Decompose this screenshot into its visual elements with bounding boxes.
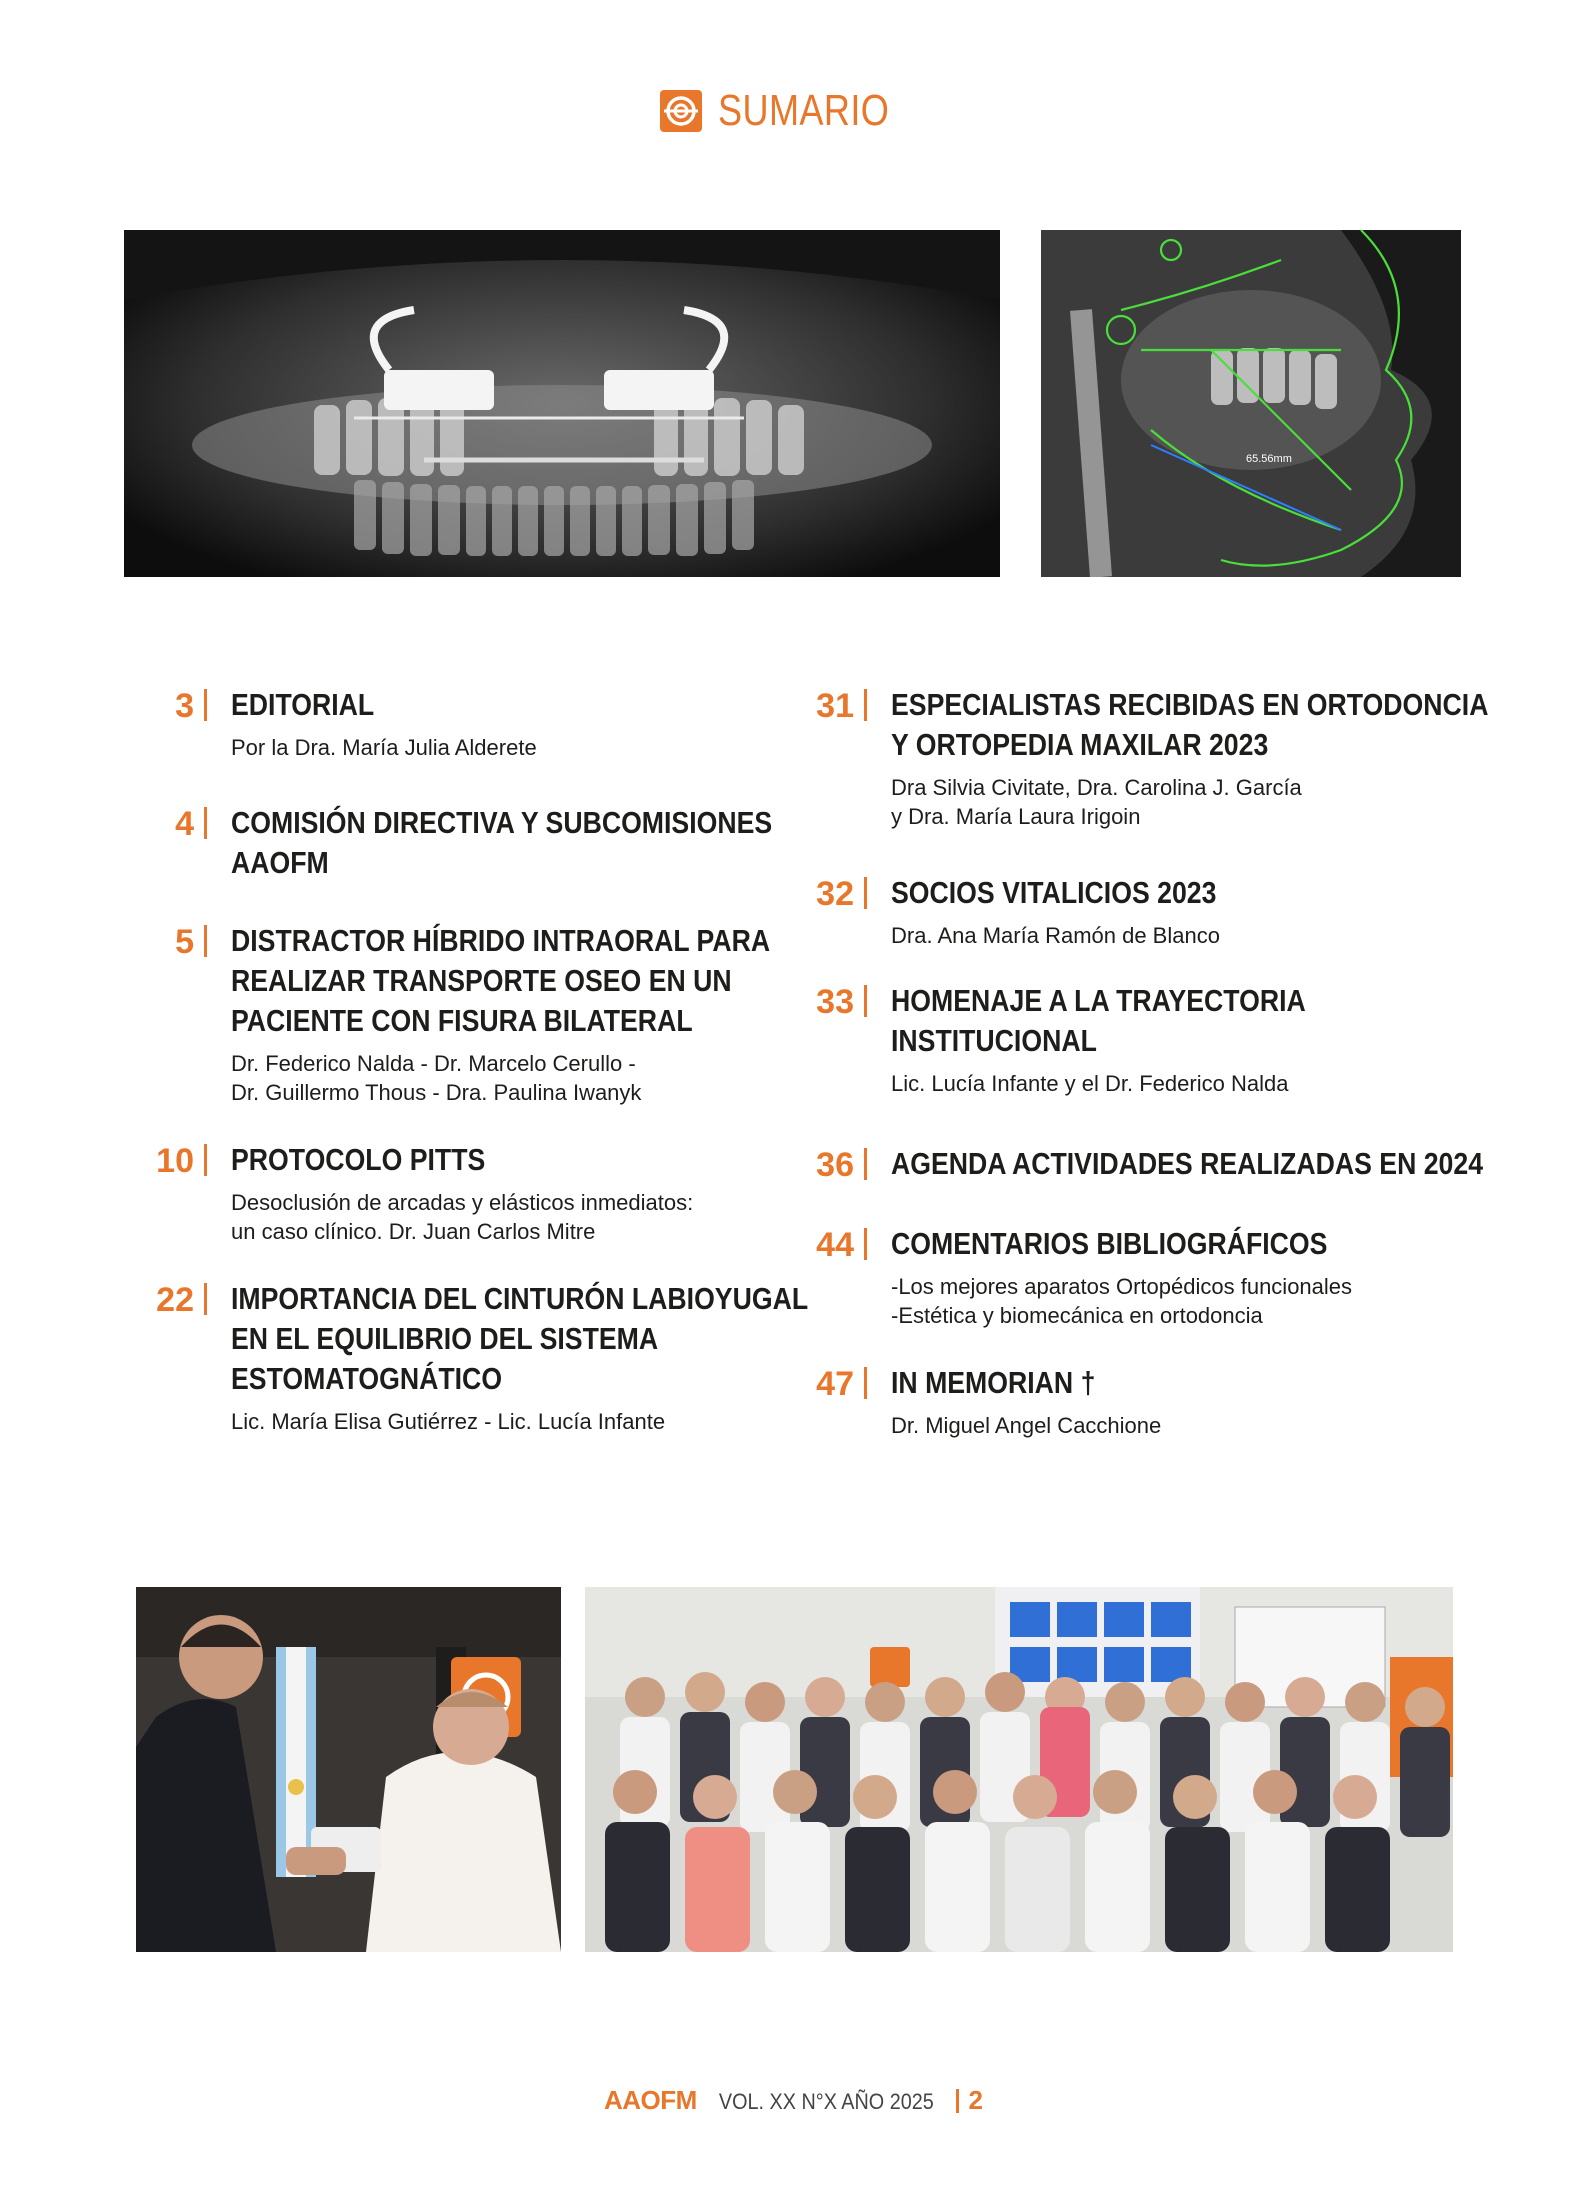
entry-author: Lic. Lucía Infante y el Dr. Federico Nalda	[891, 1071, 1289, 1096]
divider	[204, 807, 207, 839]
entry-title: COMENTARIOS BIBLIOGRÁFICOS	[891, 1226, 1328, 1261]
page-number: 31	[816, 687, 854, 725]
entry-title: DISTRACTOR HÍBRIDO INTRAORAL PARA	[231, 923, 771, 958]
entry-title: Y ORTOPEDIA MAXILAR 2023	[891, 727, 1269, 762]
toc-entry[interactable]	[790, 1363, 1161, 1440]
entry-title: REALIZAR TRANSPORTE OSEO EN UN	[231, 963, 732, 998]
toc-entry[interactable]	[130, 921, 858, 1107]
footer-volume: VOL. XX N°X AÑO 2025	[718, 2089, 934, 2114]
entry-title: AAOFM	[231, 845, 329, 880]
page-number: 33	[816, 983, 854, 1021]
page-footer	[0, 2085, 1587, 2116]
toc-entry[interactable]	[130, 803, 860, 883]
page-number: 10	[156, 1142, 194, 1180]
ceremony-photo	[136, 1587, 561, 1952]
page-number: 22	[156, 1281, 194, 1319]
toc-entry[interactable]	[130, 1140, 693, 1246]
entry-title: COMISIÓN DIRECTIVA Y SUBCOMISIONES	[231, 805, 773, 840]
page-title: SUMARIO	[718, 86, 890, 135]
cephalometric-xray-image	[1041, 230, 1461, 577]
entry-title: EN EL EQUILIBRIO DEL SISTEMA	[231, 1321, 659, 1356]
entry-title: PROTOCOLO PITTS	[231, 1142, 486, 1177]
divider	[204, 1144, 207, 1176]
entry-author: Dra Silvia Civitate, Dra. Carolina J. García y Dra. María Laura Irigoin	[891, 775, 1302, 829]
entry-title: AGENDA ACTIVIDADES REALIZADAS EN 2024	[891, 1146, 1484, 1181]
divider	[864, 689, 867, 721]
entry-title: ESTOMATOGNÁTICO	[231, 1361, 503, 1396]
page-number: 44	[816, 1226, 854, 1264]
divider	[864, 1367, 867, 1399]
target-logo-icon	[660, 90, 702, 132]
toc-entry[interactable]	[790, 981, 1373, 1098]
toc-entry[interactable]	[790, 873, 1269, 950]
entry-title: HOMENAJE A LA TRAYECTORIA	[891, 983, 1306, 1018]
entry-author: Por la Dra. María Julia Alderete	[231, 735, 537, 760]
footer-page-number: 2	[968, 2085, 983, 2115]
page-number: 32	[816, 875, 854, 913]
entry-author: -Los mejores aparatos Ortopédicos funcionales -Estética y biomecánica en ortodoncia	[891, 1274, 1353, 1328]
panoramic-xray-image	[124, 230, 1000, 577]
divider	[204, 925, 207, 957]
entry-title: ESPECIALISTAS RECIBIDAS EN ORTODONCIA	[891, 687, 1489, 722]
divider	[204, 1283, 207, 1315]
toc-entry[interactable]	[130, 1279, 902, 1436]
footer-brand: AAOFM	[604, 2085, 697, 2115]
page-number: 47	[816, 1365, 854, 1403]
entry-author: Lic. María Elisa Gutiérrez - Lic. Lucía Infante	[231, 1409, 666, 1434]
page-number: 3	[175, 687, 194, 725]
entry-title: IMPORTANCIA DEL CINTURÓN LABIOYUGAL	[231, 1281, 809, 1316]
divider	[864, 1228, 867, 1260]
entry-title: INSTITUCIONAL	[891, 1023, 1097, 1058]
page-number: 5	[175, 923, 194, 961]
page-header	[0, 86, 1587, 136]
footer-divider	[956, 2089, 959, 2113]
page-number: 4	[175, 805, 194, 843]
divider	[864, 877, 867, 909]
toc-entry[interactable]	[130, 685, 537, 762]
entry-author: Desoclusión de arcadas y elásticos inmediatos: un caso clínico. Dr. Juan Carlos Mitre	[231, 1190, 694, 1244]
entry-title: EDITORIAL	[231, 687, 375, 722]
entry-author: Dr. Miguel Angel Cacchione	[891, 1413, 1162, 1438]
group-photo	[585, 1587, 1453, 1952]
divider	[864, 1148, 867, 1180]
entry-author: Dr. Federico Nalda - Dr. Marcelo Cerullo - Dr. Guillermo Thous - Dra. Paulina Iwanyk	[231, 1051, 642, 1105]
measurement-label: 65.56mm	[1246, 453, 1292, 465]
entry-title: IN MEMORIAN †	[891, 1365, 1096, 1400]
divider	[204, 689, 207, 721]
divider	[864, 985, 867, 1017]
toc-entry[interactable]	[790, 1144, 1579, 1186]
toc-entry[interactable]	[790, 1224, 1398, 1330]
toc-entry[interactable]	[790, 685, 1586, 831]
entry-author: Dra. Ana María Ramón de Blanco	[891, 923, 1220, 948]
page-number: 36	[816, 1146, 854, 1184]
entry-title: SOCIOS VITALICIOS 2023	[891, 875, 1217, 910]
entry-title: PACIENTE CON FISURA BILATERAL	[231, 1003, 693, 1038]
